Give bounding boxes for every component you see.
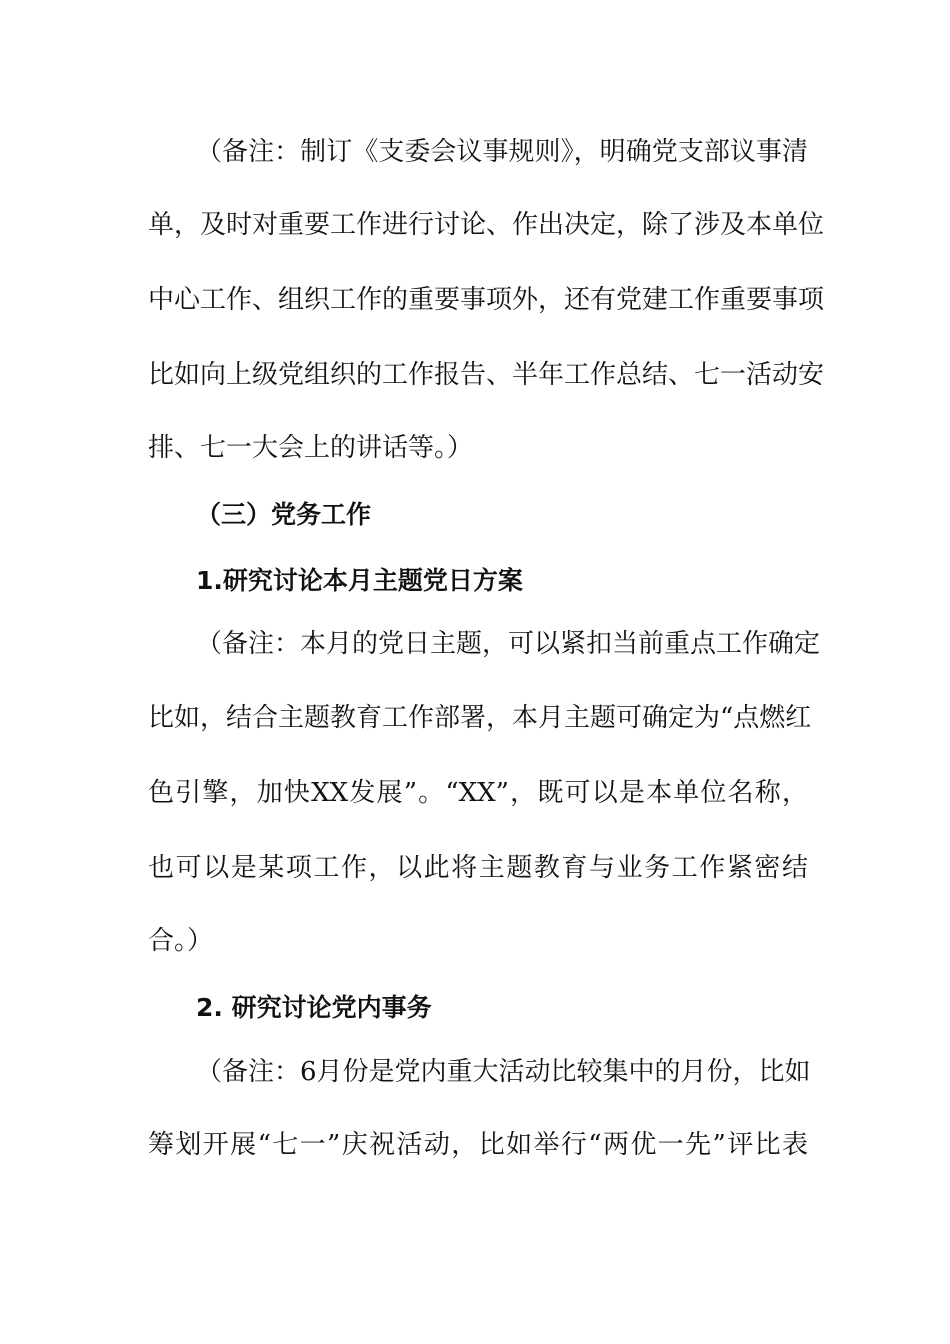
- note-paragraph-1-line-1: （备注：制订《支委会议事规则》，明确党支部议事清: [196, 137, 808, 167]
- note-paragraph-1-line-5: 排、七一大会上的讲话等。）: [148, 433, 474, 463]
- note-paragraph-3-line-2: 筹划开展“七一”庆祝活动，比如举行“两优一先”评比表: [148, 1130, 808, 1160]
- item-1-heading: 1.研究讨论本月主题党日方案: [196, 566, 523, 595]
- section-3-heading: （三）党务工作: [196, 500, 372, 529]
- note-paragraph-2-line-5: 合。）: [148, 926, 214, 956]
- note-paragraph-2-line-2: 比如，结合主题教育工作部署，本月主题可确定为“点燃红: [148, 703, 812, 733]
- note-paragraph-2-line-1: （备注：本月的党日主题，可以紧扣当前重点工作确定: [196, 629, 821, 659]
- note-paragraph-2-line-4: 也可以是某项工作，以此将主题教育与业务工作紧密结: [148, 853, 808, 883]
- note-paragraph-1-line-4: 比如向上级党组织的工作报告、半年工作总结、七一活动安: [148, 360, 825, 390]
- note-paragraph-1-line-3: 中心工作、组织工作的重要事项外，还有党建工作重要事项: [148, 285, 825, 315]
- note-paragraph-1-line-2: 单，及时对重要工作进行讨论、作出决定，除了涉及本单位: [148, 210, 825, 240]
- note-paragraph-2-line-3: 色引擎，加快XX发展”。“XX”，既可以是本单位名称，: [148, 778, 808, 808]
- note-paragraph-3-line-1: （备注：6月份是党内重大活动比较集中的月份，比如: [196, 1057, 811, 1087]
- item-2-heading: 2. 研究讨论党内事务: [196, 993, 432, 1022]
